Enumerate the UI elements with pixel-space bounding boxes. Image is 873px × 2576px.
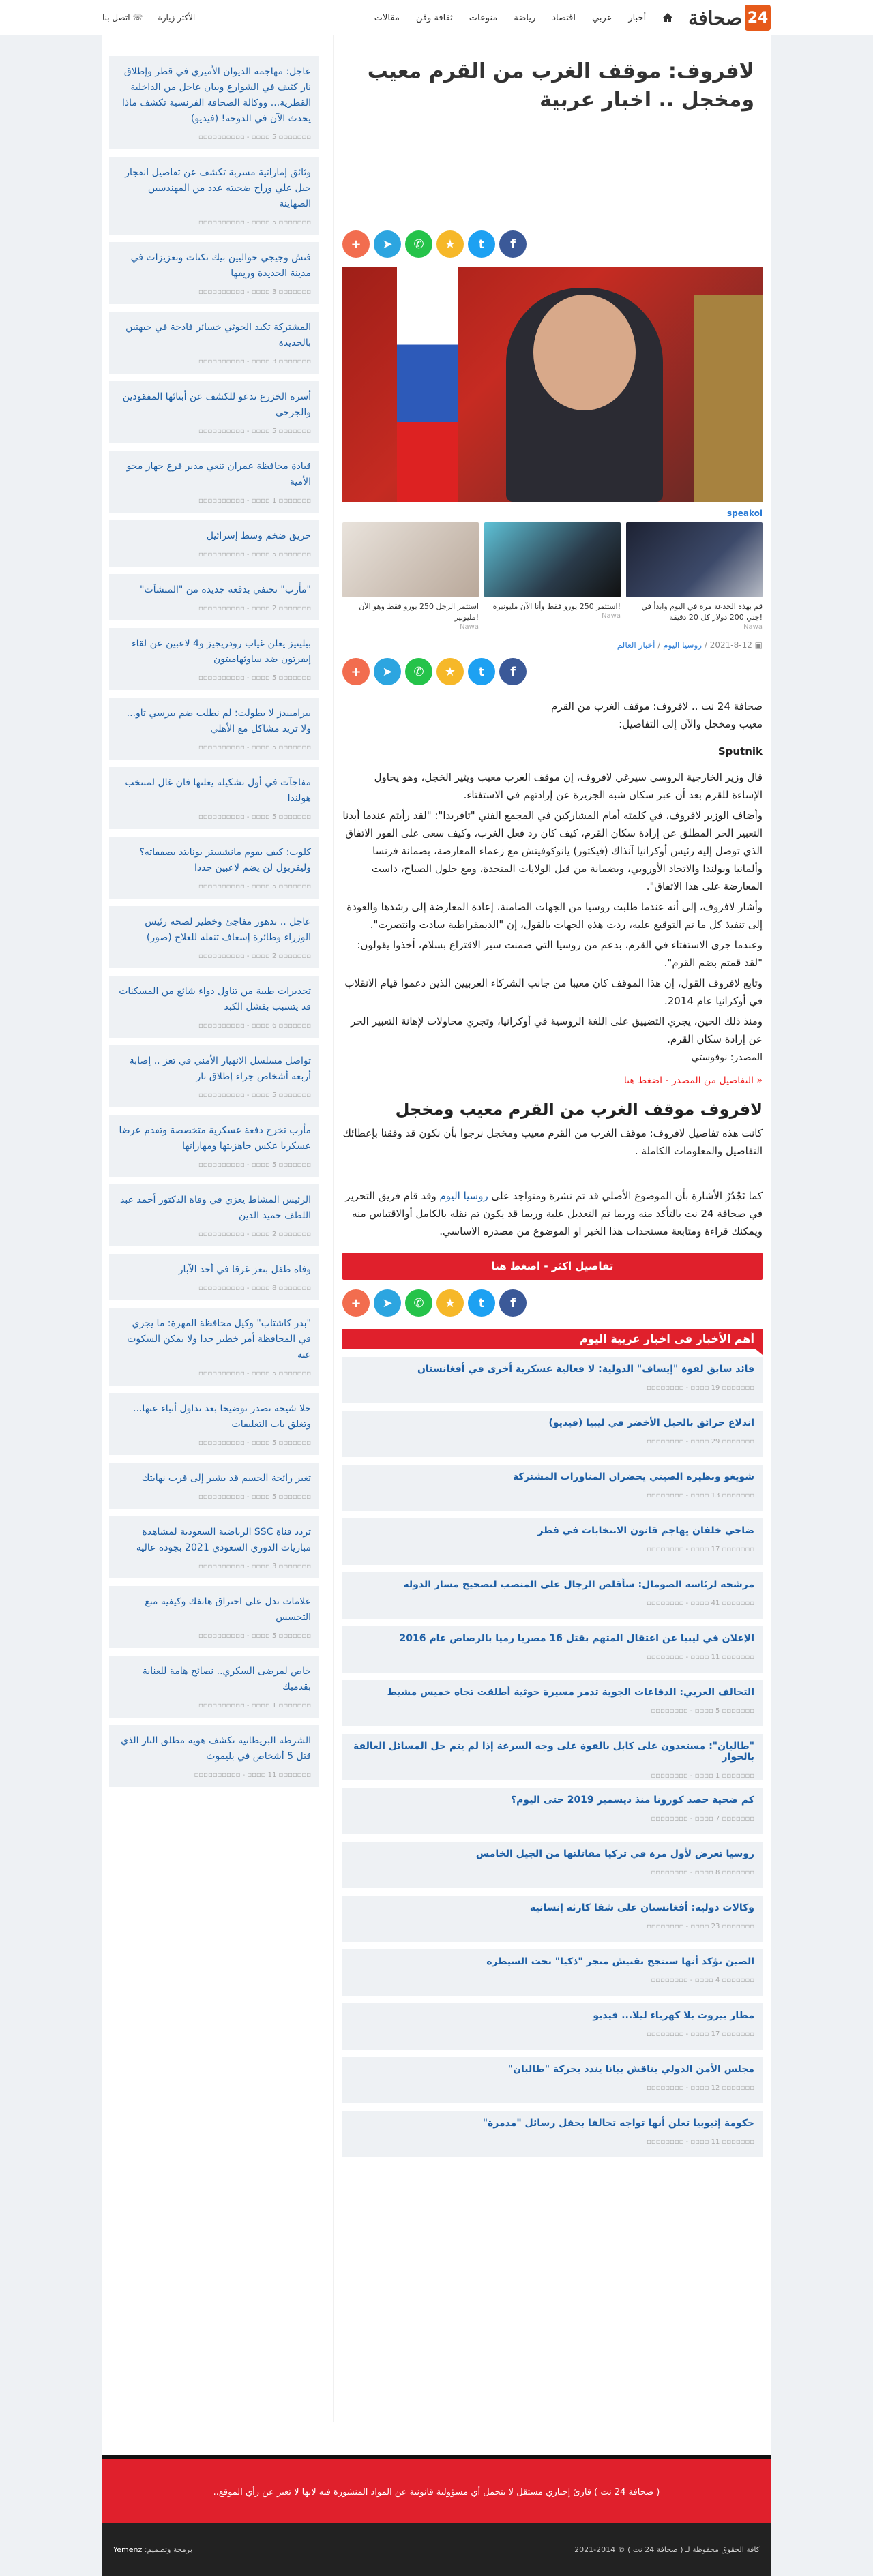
sidebar-item-date: ▫▫▫▫▫▫▫ 1 ▫▫▫▫ - ▫▫▫▫▫▫▫▫▫▫ bbox=[198, 497, 311, 505]
related-item[interactable] bbox=[342, 1734, 763, 1780]
sidebar-item-title[interactable]: مأرب تخرج دفعة عسكرية متخصصة وتقدم عرضا عسكريا عكس جاهزيتها ومهاراتها bbox=[119, 1125, 311, 1152]
related-item-title[interactable]: شويغو ونظيره الصيني يحضران المناورات المشتركة bbox=[513, 1471, 754, 1482]
sidebar-item-title[interactable]: عاجل: مهاجمة الديوان الأميري في قطر وإطلاق نار كثيف في الشوارع وبيان عاجل من الداخلية القطرية... ووكالة الصحافة الفرنسية تكشف ماذا يحدث الآن في الدوحة! (فيديو) bbox=[121, 66, 311, 124]
sidebar-item-date: ▫▫▫▫▫▫▫ 5 ▫▫▫▫ - ▫▫▫▫▫▫▫▫▫▫ bbox=[198, 219, 311, 226]
chair-shape bbox=[694, 295, 763, 502]
site-logo[interactable] bbox=[688, 5, 771, 31]
page-container bbox=[102, 35, 771, 2456]
sidebar-item-title[interactable]: فتش وجيجي حواليين بيك تكنات وتعزيزات في مدينة الحديدة وريفها bbox=[130, 252, 311, 279]
facebook-share-icon[interactable]: f bbox=[499, 1289, 527, 1317]
sidebar-item[interactable] bbox=[109, 1586, 319, 1648]
body-paragraph: وتابع لافروف القول، إن هذا الموقف كان معيبا من جانب الشركاء الغربيين الذين دعموا قيام الانقلاب في أوكرانيا عام 2014. bbox=[344, 977, 763, 1007]
article-title: لافروف: موقف الغرب من القرم معيب ومخجل .. اخبار عربية bbox=[367, 59, 754, 112]
sidebar-item-title[interactable]: حلا شيحة تصدر توضيحا بعد تداول أنباء عنها... وتغلق باب التعليقات bbox=[133, 1403, 311, 1430]
related-item[interactable] bbox=[342, 1680, 763, 1726]
related-item-title[interactable]: وكالات دولية: أفغانستان على شفا كارثة إنسانية bbox=[529, 1902, 754, 1913]
related-item[interactable] bbox=[342, 1626, 763, 1673]
sidebar-item[interactable] bbox=[109, 1184, 319, 1246]
whatsapp-share-icon[interactable]: ✆ bbox=[405, 658, 432, 685]
article-meta: ▣ 2021-8-12 / روسيا اليوم / أخبار العالم bbox=[617, 640, 763, 650]
sidebar-item[interactable] bbox=[109, 1725, 319, 1787]
related-item-date: ▫▫▫▫▫▫▫ 1 ▫▫▫▫ - ▫▫▫▫▫▫▫▫ bbox=[651, 1772, 754, 1780]
footer-notice-text: ( صحافة 24 نت ) قارئ إخباري مستقل لا يتحمل أي مسؤولية قانونية عن المواد المنشورة فيه لانها لا تعبر عن رأي الموقع.. bbox=[213, 2487, 660, 2498]
footer-bottom bbox=[102, 2523, 771, 2576]
sidebar-item[interactable] bbox=[109, 56, 319, 149]
related-item-title[interactable]: ضاحي خلفان يهاجم قانون الانتخابات في قطر bbox=[537, 1525, 754, 1536]
sidebar-item-title[interactable]: تغير رائحة الجسم قد يشير إلى قرب نهايتك bbox=[141, 1473, 311, 1484]
related-item[interactable] bbox=[342, 1842, 763, 1888]
sidebar-item-title[interactable]: تردد قناة SSC الرياضية السعودية لمشاهدة مباريات الدوري السعودي 2021 بجودة عالية bbox=[136, 1527, 311, 1553]
nav-item-economy[interactable]: اقتصاد bbox=[552, 12, 576, 23]
sidebar-item-date: ▫▫▫▫▫▫▫ 3 ▫▫▫▫ - ▫▫▫▫▫▫▫▫▫▫ bbox=[198, 358, 311, 365]
sidebar-item[interactable] bbox=[109, 1115, 319, 1177]
rec-image bbox=[626, 522, 763, 597]
sidebar-item[interactable] bbox=[109, 767, 319, 829]
sidebar-item-title[interactable]: بيليتيز يعلن غياب رودريجيز و4 لاعبين عن لقاء إيفرتون ضد ساوثهامبتون bbox=[132, 638, 311, 665]
source-label: المصدر: نوفوستي bbox=[691, 1052, 763, 1063]
sidebar-item-title[interactable]: مفاجآت في أول تشكيلة يعلنها فان غال لمنتخب هولندا bbox=[125, 777, 311, 804]
sidebar-item-title[interactable]: وثائق إماراتية مسربة تكشف عن تفاصيل انفجار جبل علي وراح ضحيته عدد من المهندسين الصهاينة bbox=[125, 167, 311, 209]
more-details-button[interactable]: تفاصيل اكثر - اضغط هنا bbox=[342, 1253, 763, 1280]
share-bar-middle bbox=[342, 658, 763, 685]
sidebar-item[interactable] bbox=[109, 698, 319, 760]
copyright: كافة الحقوق محفوظة لـ ( صحافة 24 نت ) © 2014-2021 bbox=[574, 2545, 760, 2554]
telegram-share-icon[interactable]: ➤ bbox=[374, 658, 401, 685]
related-item-date: ▫▫▫▫▫▫▫ 17 ▫▫▫▫ - ▫▫▫▫▫▫▫▫ bbox=[647, 1546, 754, 1553]
article-date: 2021-8-12 bbox=[709, 640, 752, 650]
more-share-icon[interactable]: + bbox=[342, 230, 370, 258]
nav-item-news[interactable]: أخبار bbox=[628, 12, 647, 23]
rec-title: قم بهذه الخدعة مرة في اليوم وابدأ في جني 200 دولار كل 20 دقيقة! bbox=[641, 602, 763, 622]
body-paragraph: وأضاف الوزير لافروف، في كلمته أمام المشاركين في المجمع الفني "تافريدا": "لقد رأيتم عندما أبدنا التعبير الحر المطلق عن إرادة سكان القرم، كيف كان رد فعل الغرب، وكيف سعى على الفور الاتفاق الذي توصل إليه رئيس أوكرانيا آنذاك (فيكتور) يانوكوفيتش مع زعماء المعارضة، بضمانة فرنسا وألمانيا وبولندا والاتحاد الأوروبي، وبضمانة من قبل الولايات المتحدة، ومع حلول الصباح، داست المعارضة على هذا الاتفاق". bbox=[342, 809, 763, 893]
rec-source: Nawa bbox=[743, 623, 763, 631]
disclaimer-text-post: وقد قام فريق التحرير في صحافة 24 نت بالتأكد منه وربما تم التعديل علية وربما قد يكون تم نقله بالكامل أوالاقتباس منه ويمكنك قراءة ومتابعة مستجدات هذا الخبر او الموضوع من مصدره الاساسي. bbox=[345, 1190, 763, 1238]
nav-item-articles[interactable]: مقالات bbox=[374, 12, 400, 23]
contact-link-label: اتصل بنا bbox=[102, 13, 130, 23]
sidebar-item-title[interactable]: المشتركة تكبد الحوثي خسائر فادحة في جبهتين بالحديدة bbox=[125, 322, 311, 348]
body-paragraph: قال وزير الخارجية الروسي سيرغي لافروف، إن موقف الغرب معيب ويثير الخجل، وهو يحاول الإساءة للقرم بعد أن عبر سكان شبه الجزيرة عن إرادتهم في الاستفتاء. bbox=[374, 771, 763, 801]
header-utility-links bbox=[102, 13, 195, 23]
sidebar-item-title[interactable]: الشرطة البريطانية تكشف هوية مطلق النار الذي قتل 5 أشخاص في بليموث bbox=[121, 1735, 311, 1762]
related-item-date: ▫▫▫▫▫▫▫ 13 ▫▫▫▫ - ▫▫▫▫▫▫▫▫ bbox=[647, 1492, 754, 1499]
body-paragraph: وأشار لافروف، إلى أنه عندما طلبت روسيا من الجهات الضامنة، إعادة المعارضة إلى رشدها والعودة إلى تنفيذ كل ما تم التوقيع عليه، ردت هذه الجهات بالقول، إن "الديمقراطية سادت وانتصرت". bbox=[346, 901, 763, 931]
calendar-icon: ▣ bbox=[752, 640, 763, 650]
related-item[interactable] bbox=[342, 1357, 763, 1403]
related-item-title[interactable]: كم ضحية حصد كورونا منذ ديسمبر 2019 حتى اليوم؟ bbox=[511, 1795, 754, 1806]
source-tag: Sputnik bbox=[717, 745, 763, 758]
related-item-date: ▫▫▫▫▫▫▫ 11 ▫▫▫▫ - ▫▫▫▫▫▫▫▫ bbox=[647, 1653, 754, 1661]
related-item-title[interactable]: مجلس الأمن الدولي يناقش بيانا يندد بحركة "طالبان" bbox=[507, 2064, 754, 2075]
related-item-date: ▫▫▫▫▫▫▫ 8 ▫▫▫▫ - ▫▫▫▫▫▫▫▫ bbox=[651, 1869, 754, 1876]
related-item-title[interactable]: مطار بيروت بلا كهرباء ليلا... فيديو bbox=[593, 2010, 754, 2021]
related-item-title[interactable]: اندلاع حرائق بالجبل الأخضر في ليبيا (فيديو) bbox=[548, 1418, 754, 1428]
nav-item-sports[interactable]: رياضة bbox=[514, 12, 536, 23]
rec-title: استثمر الرجل 250 يورو فقط وهو الآن مليونير! bbox=[359, 602, 479, 622]
disclaimer-paragraph bbox=[342, 1187, 763, 1240]
related-item-title[interactable]: روسيا تعرض لأول مرة في تركيا مقاتلتها من الجيل الخامس bbox=[475, 1848, 754, 1859]
sidebar-item-title[interactable]: وفاة طفل بتعز غرقا في أحد الآبار bbox=[178, 1264, 311, 1275]
sidebar-item-date: ▫▫▫▫▫▫▫ 5 ▫▫▫▫ - ▫▫▫▫▫▫▫▫▫▫ bbox=[198, 428, 311, 435]
phone-icon: ☏ bbox=[130, 13, 143, 23]
telegram-share-icon[interactable]: ➤ bbox=[374, 1289, 401, 1317]
related-item[interactable] bbox=[342, 1896, 763, 1942]
related-item-date: ▫▫▫▫▫▫▫ 41 ▫▫▫▫ - ▫▫▫▫▫▫▫▫ bbox=[647, 1600, 754, 1607]
category-link[interactable]: روسيا اليوم bbox=[663, 640, 702, 650]
related-item-date: ▫▫▫▫▫▫▫ 7 ▫▫▫▫ - ▫▫▫▫▫▫▫▫ bbox=[651, 1815, 754, 1823]
sidebar-item-title[interactable]: الرئيس المشاط يعزي في وفاة الدكتور أحمد عبد اللطف حميد الدين bbox=[120, 1195, 311, 1221]
sidebar-item-date: ▫▫▫▫▫▫▫ 5 ▫▫▫▫ - ▫▫▫▫▫▫▫▫▫▫ bbox=[198, 883, 311, 890]
related-item-title[interactable]: مرشحة لرئاسة الصومال: سأقلص الرجال على المنصب لتصحيح مسار الدولة bbox=[403, 1579, 754, 1590]
related-item-date: ▫▫▫▫▫▫▫ 19 ▫▫▫▫ - ▫▫▫▫▫▫▫▫ bbox=[647, 1384, 754, 1392]
most-visited-link[interactable]: الأكثر زيارة bbox=[158, 13, 196, 23]
top-navbar bbox=[0, 0, 873, 35]
sidebar-item-date: ▫▫▫▫▫▫▫ 8 ▫▫▫▫ - ▫▫▫▫▫▫▫▫▫▫ bbox=[198, 1285, 311, 1292]
sidebar-item-date: ▫▫▫▫▫▫▫ 5 ▫▫▫▫ - ▫▫▫▫▫▫▫▫▫▫ bbox=[198, 813, 311, 821]
sidebar-item-date: ▫▫▫▫▫▫▫ 3 ▫▫▫▫ - ▫▫▫▫▫▫▫▫▫▫ bbox=[198, 1563, 311, 1570]
footer-notice bbox=[102, 2455, 771, 2523]
star-share-icon[interactable]: ★ bbox=[436, 230, 464, 258]
sidebar-item[interactable] bbox=[109, 1393, 319, 1455]
sidebar-item-date: ▫▫▫▫▫▫▫ 5 ▫▫▫▫ - ▫▫▫▫▫▫▫▫▫▫ bbox=[198, 744, 311, 751]
related-section-header: أهم الأخبار في اخبار عربية اليوم bbox=[342, 1329, 763, 1349]
rec-image bbox=[342, 522, 479, 597]
sidebar-item-title[interactable]: حريق ضخم وسط إسرائيل bbox=[206, 530, 311, 541]
body-paragraph: وعندما جرى الاستفتاء في القرم، بدعم من روسيا التي ضمنت سير الاقتراع بسلام، أخذوا يقولون: "لقد قمتم بضم القرم". bbox=[357, 939, 763, 969]
related-item[interactable] bbox=[342, 1518, 763, 1565]
sidebar-item[interactable] bbox=[109, 381, 319, 443]
sidebar-item-date: ▫▫▫▫▫▫▫ 5 ▫▫▫▫ - ▫▫▫▫▫▫▫▫▫▫ bbox=[198, 1092, 311, 1099]
telegram-share-icon[interactable]: ➤ bbox=[374, 230, 401, 258]
sidebar-item[interactable] bbox=[109, 628, 319, 690]
double-chevron-icon: « bbox=[753, 1075, 763, 1086]
flag-shape bbox=[397, 267, 458, 502]
logo-text: صحافة bbox=[688, 6, 742, 29]
related-item[interactable] bbox=[342, 2111, 763, 2157]
sidebar-item-title[interactable]: قيادة محافظة عمران تنعي مدير فرع جهاز محو الأمية bbox=[126, 461, 311, 488]
sidebar-item-date: ▫▫▫▫▫▫▫ 5 ▫▫▫▫ - ▫▫▫▫▫▫▫▫▫▫ bbox=[198, 1161, 311, 1169]
facebook-share-icon[interactable]: f bbox=[499, 658, 527, 685]
sidebar-item[interactable] bbox=[109, 312, 319, 374]
ad-space bbox=[342, 115, 763, 230]
related-item-date: ▫▫▫▫▫▫▫ 4 ▫▫▫▫ - ▫▫▫▫▫▫▫▫ bbox=[651, 1977, 754, 1984]
recommended-widget bbox=[342, 522, 763, 631]
sidebar-item-date: ▫▫▫▫▫▫▫ 5 ▫▫▫▫ - ▫▫▫▫▫▫▫▫▫▫ bbox=[198, 134, 311, 141]
sidebar-item[interactable] bbox=[109, 242, 319, 304]
share-bar-top bbox=[342, 230, 763, 258]
source-details-link-label: التفاصيل من المصدر - اضغط هنا bbox=[623, 1075, 754, 1086]
sidebar-item[interactable] bbox=[109, 574, 319, 620]
related-item[interactable] bbox=[342, 1788, 763, 1834]
summary-paragraph: كانت هذه تفاصيل لافروف: موقف الغرب من القرم معيب ومخجل نرجوا بأن نكون قد وفقنا بإعطائك التفاصيل والمعلومات الكاملة . bbox=[342, 1127, 763, 1157]
contact-link[interactable] bbox=[102, 13, 143, 23]
sidebar-item-date: ▫▫▫▫▫▫▫ 2 ▫▫▫▫ - ▫▫▫▫▫▫▫▫▫▫ bbox=[198, 605, 311, 612]
related-item[interactable] bbox=[342, 1572, 763, 1619]
twitter-share-icon[interactable]: t bbox=[468, 230, 495, 258]
star-share-icon[interactable]: ★ bbox=[436, 658, 464, 685]
share-bar-bottom bbox=[342, 1289, 763, 1317]
category-link[interactable]: أخبار العالم bbox=[617, 640, 655, 650]
sidebar-item-date: ▫▫▫▫▫▫▫ 2 ▫▫▫▫ - ▫▫▫▫▫▫▫▫▫▫ bbox=[198, 953, 311, 960]
sidebar-item[interactable] bbox=[109, 976, 319, 1038]
sidebar-item[interactable] bbox=[109, 1516, 319, 1578]
source-details-link[interactable] bbox=[342, 1075, 763, 1086]
sidebar-item[interactable] bbox=[109, 906, 319, 968]
credit-label: برمجة وتصميم: bbox=[144, 2545, 192, 2554]
nav-item-misc[interactable]: منوعات bbox=[469, 12, 498, 23]
rec-card[interactable] bbox=[626, 522, 763, 631]
sidebar-item-date: ▫▫▫▫▫▫▫ 5 ▫▫▫▫ - ▫▫▫▫▫▫▫▫▫▫ bbox=[198, 1370, 311, 1377]
body-paragraph: ومنذ ذلك الحين، يجري التضييق على اللغة الروسية في أوكرانيا، وتجري محاولات لإهانة التعبير الحر عن إرادة سكان القرم. bbox=[351, 1015, 763, 1045]
lead-paragraph: صحافة 24 نت .. لافروف: موقف الغرب من القرم معيب ومخجل والآن إلى التفاصيل: bbox=[551, 700, 763, 730]
related-item-title[interactable]: التحالف العربي: الدفاعات الجوية تدمر مسيرة حوثية أطلقت تجاه خميس مشيط bbox=[387, 1687, 754, 1698]
sidebar-item[interactable] bbox=[109, 1254, 319, 1300]
sidebar-item[interactable] bbox=[109, 520, 319, 567]
star-share-icon[interactable]: ★ bbox=[436, 1289, 464, 1317]
sidebar-list bbox=[102, 56, 326, 1787]
related-item-title[interactable]: قائد سابق لقوة "إيساف" الدولية: لا فعالية عسكرية أخرى في أفغانستان bbox=[417, 1364, 754, 1375]
related-item-title[interactable]: "طالبان": مستعدون على كابل بالقوة على وجه السرعة إذا لم يتم حل المسائل العالقة بالحوار bbox=[353, 1741, 754, 1763]
related-item-title[interactable]: حكومة إثيوبيا تعلن أنها تواجه تحالفا بحفل رسائل "مدمرة" bbox=[482, 2118, 754, 2129]
sidebar-item-title[interactable]: "بدر كاشتاب" وكيل محافظة المهرة: ما يجري في المحافظة أمر خطير جدا ولا يمكن السكوت عنه bbox=[127, 1318, 311, 1360]
sidebar-item-date: ▫▫▫▫▫▫▫ 6 ▫▫▫▫ - ▫▫▫▫▫▫▫▫▫▫ bbox=[198, 1022, 311, 1030]
related-list bbox=[342, 1357, 763, 2157]
more-share-icon[interactable]: + bbox=[342, 1289, 370, 1317]
sidebar-item-date: ▫▫▫▫▫▫▫ 5 ▫▫▫▫ - ▫▫▫▫▫▫▫▫▫▫ bbox=[198, 674, 311, 682]
rec-card[interactable] bbox=[342, 522, 479, 631]
related-item-date: ▫▫▫▫▫▫▫ 11 ▫▫▫▫ - ▫▫▫▫▫▫▫▫ bbox=[647, 2138, 754, 2146]
sidebar-item[interactable] bbox=[109, 1308, 319, 1386]
speakol-label: speakol bbox=[727, 509, 763, 518]
related-item-title[interactable]: الصين تؤكد أنها ستنجح تفتيش متجر "ذكيا" تحت السيطرة bbox=[486, 1956, 754, 1967]
related-item[interactable] bbox=[342, 1949, 763, 1996]
sidebar-item[interactable] bbox=[109, 837, 319, 899]
sidebar-item-title[interactable]: تواصل مسلسل الانهيار الأمني في تعز .. إصابة أربعة أشخاص جراء إطلاق نار bbox=[129, 1055, 311, 1082]
sidebar-item-date: ▫▫▫▫▫▫▫ 5 ▫▫▫▫ - ▫▫▫▫▫▫▫▫▫▫ bbox=[198, 1439, 311, 1447]
related-item-date: ▫▫▫▫▫▫▫ 12 ▫▫▫▫ - ▫▫▫▫▫▫▫▫ bbox=[647, 2084, 754, 2092]
nav-item-arab[interactable]: عربي bbox=[592, 12, 612, 23]
sidebar-item-date: ▫▫▫▫▫▫▫ 5 ▫▫▫▫ - ▫▫▫▫▫▫▫▫▫▫ bbox=[198, 551, 311, 558]
credit bbox=[113, 2545, 192, 2554]
nav-item-culture[interactable]: ثقافة وفن bbox=[415, 12, 453, 23]
sidebar-item[interactable] bbox=[109, 1463, 319, 1509]
logo-badge: 24 bbox=[745, 5, 771, 31]
related-item[interactable] bbox=[342, 1411, 763, 1457]
column-divider bbox=[333, 35, 334, 2422]
related-item[interactable] bbox=[342, 1465, 763, 1511]
whatsapp-share-icon[interactable]: ✆ bbox=[405, 1289, 432, 1317]
rec-image bbox=[484, 522, 621, 597]
related-item-date: ▫▫▫▫▫▫▫ 29 ▫▫▫▫ - ▫▫▫▫▫▫▫▫ bbox=[647, 1438, 754, 1446]
related-item[interactable] bbox=[342, 2003, 763, 2050]
sidebar-item[interactable] bbox=[109, 157, 319, 235]
sidebar-item[interactable] bbox=[109, 1045, 319, 1107]
twitter-share-icon[interactable]: t bbox=[468, 658, 495, 685]
sidebar-item-title[interactable]: خاص لمرضى السكري.. نصائح هامة للعناية بقدميك bbox=[142, 1666, 311, 1692]
sidebar-item-date: ▫▫▫▫▫▫▫ 5 ▫▫▫▫ - ▫▫▫▫▫▫▫▫▫▫ bbox=[198, 1493, 311, 1501]
disclaimer-text-pre: كما تَجْدُرُ الأشارة بأن الموضوع الأصلي قد تم نشرة ومتواجد على bbox=[491, 1190, 763, 1202]
sidebar-item-date: ▫▫▫▫▫▫▫ 11 ▫▫▫▫ - ▫▫▫▫▫▫▫▫▫▫ bbox=[194, 1771, 311, 1779]
sidebar-item-date: ▫▫▫▫▫▫▫ 1 ▫▫▫▫ - ▫▫▫▫▫▫▫▫▫▫ bbox=[198, 1702, 311, 1709]
sidebar-item[interactable] bbox=[109, 1656, 319, 1718]
main-nav bbox=[195, 12, 673, 23]
rec-title: استثمر 250 يورو فقط وأنا الآن مليونيرة! bbox=[492, 602, 621, 611]
rec-card[interactable] bbox=[484, 522, 621, 631]
origin-source-link[interactable]: روسيا اليوم bbox=[439, 1190, 488, 1202]
facebook-share-icon[interactable]: f bbox=[499, 230, 527, 258]
home-icon[interactable] bbox=[662, 12, 673, 23]
article-hero-image bbox=[342, 267, 763, 502]
article-subtitle: لافروف موقف الغرب من القرم معيب ومخجل bbox=[395, 1100, 763, 1119]
whatsapp-share-icon[interactable]: ✆ bbox=[405, 230, 432, 258]
sidebar-item-title[interactable]: بيرامبيدز لا يطولت: لم نطلب ضم بيرسي تاو... ولا تريد مشاكل مع الأهلي bbox=[126, 708, 311, 734]
sidebar-item-date: ▫▫▫▫▫▫▫ 5 ▫▫▫▫ - ▫▫▫▫▫▫▫▫▫▫ bbox=[198, 1632, 311, 1640]
sidebar-item-title[interactable]: "مأرب" تحتفي بدفعة جديدة من "المنشآت" bbox=[140, 584, 311, 595]
sidebar bbox=[102, 35, 326, 1795]
sidebar-item[interactable] bbox=[109, 451, 319, 513]
rec-source: Nawa bbox=[602, 612, 621, 620]
sidebar-item-title[interactable]: تحذيرات طبية من تناول دواء شائع من المسكنات قد يتسبب بفشل الكبد bbox=[119, 986, 311, 1013]
related-item-date: ▫▫▫▫▫▫▫ 23 ▫▫▫▫ - ▫▫▫▫▫▫▫▫ bbox=[647, 1923, 754, 1930]
related-item-title[interactable]: الإعلان في ليبيا عن اعتقال المتهم بقتل 16 مصريا رميا بالرصاص عام 2016 bbox=[399, 1633, 754, 1644]
sidebar-item-date: ▫▫▫▫▫▫▫ 2 ▫▫▫▫ - ▫▫▫▫▫▫▫▫▫▫ bbox=[198, 1231, 311, 1238]
related-item-date: ▫▫▫▫▫▫▫ 17 ▫▫▫▫ - ▫▫▫▫▫▫▫▫ bbox=[647, 2031, 754, 2038]
article-body bbox=[342, 698, 763, 1240]
twitter-share-icon[interactable]: t bbox=[468, 1289, 495, 1317]
sidebar-item-title[interactable]: عاجل .. تدهور مفاجئ وخطير لصحة رئيس الوزراء وطائرة إسعاف تنقله للعلاج (صور) bbox=[145, 916, 311, 943]
related-item-date: ▫▫▫▫▫▫▫ 5 ▫▫▫▫ - ▫▫▫▫▫▫▫▫ bbox=[651, 1707, 754, 1715]
face-shape bbox=[533, 295, 636, 410]
credit-link[interactable]: Yemenz bbox=[113, 2545, 143, 2554]
article-column bbox=[342, 35, 771, 2157]
more-share-icon[interactable]: + bbox=[342, 658, 370, 685]
rec-source: Nawa bbox=[460, 623, 479, 631]
sidebar-item-title[interactable]: علامات تدل على احتراق هاتفك وكيفية منع التجسس bbox=[145, 1596, 311, 1623]
sidebar-item-title[interactable]: أسرة الخزرع تدعو للكشف عن أبنائها المفقودين والجرحى bbox=[122, 391, 311, 418]
sidebar-item-title[interactable]: كلوب: كيف يقوم مانشستر يونايتد بصفقاته؟ وليفربول لن يضم لاعبين جددا bbox=[139, 847, 311, 873]
sidebar-item-date: ▫▫▫▫▫▫▫ 3 ▫▫▫▫ - ▫▫▫▫▫▫▫▫▫▫ bbox=[198, 288, 311, 296]
related-item[interactable] bbox=[342, 2057, 763, 2103]
